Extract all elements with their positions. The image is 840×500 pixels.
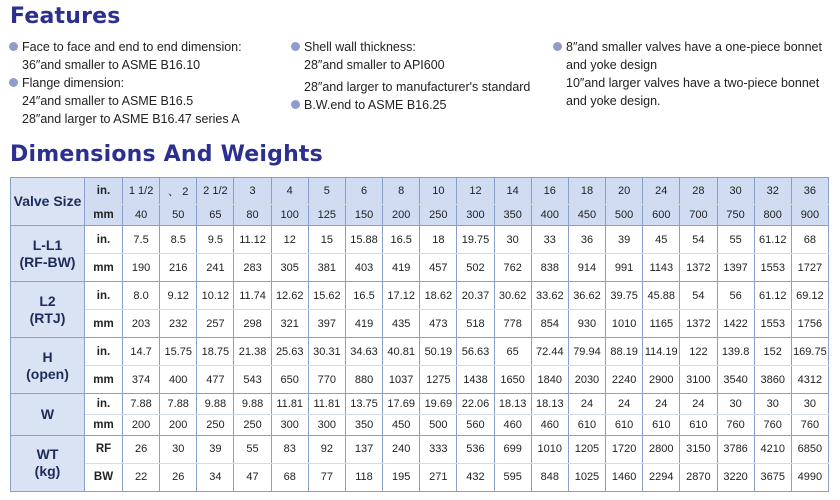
value-cell: 200 [123,415,160,436]
value-cell: 19.69 [420,394,457,415]
value-cell: 610 [643,415,680,436]
value-cell: 36 [568,226,605,254]
value-cell: 24 [643,394,680,415]
size-in-cell: 28 [680,178,717,205]
feature-item [8,74,278,128]
value-cell: 137 [345,435,382,463]
row-label-line: H [42,348,53,365]
value-cell: 1720 [606,435,643,463]
value-cell: 6850 [791,435,828,463]
value-cell: 1165 [643,310,680,338]
value-cell: 19.75 [457,226,494,254]
features-column-3 [552,38,840,110]
value-cell: 240 [383,435,420,463]
value-cell: 1727 [791,254,828,282]
size-mm-cell: 125 [308,205,345,226]
value-cell: 4210 [754,435,791,463]
value-cell: 33.62 [531,282,568,310]
size-mm-cell: 80 [234,205,271,226]
value-cell: 45.88 [643,282,680,310]
value-cell: 838 [531,254,568,282]
features-column-2 [290,38,548,114]
value-cell: 56.63 [457,338,494,366]
bullet-icon [553,42,562,51]
unit-label: in. [85,226,123,254]
row-label [11,338,85,394]
value-cell: 20.37 [457,282,494,310]
value-cell: 1025 [568,463,605,491]
value-cell: 17.12 [383,282,420,310]
value-cell: 1553 [754,254,791,282]
feature-item [8,38,278,74]
table-row [11,415,829,436]
value-cell: 450 [383,415,420,436]
value-cell: 460 [531,415,568,436]
row-label [11,226,85,282]
value-cell: 400 [160,366,197,394]
value-cell: 397 [308,310,345,338]
value-cell: 22 [123,463,160,491]
value-cell: 16.5 [345,282,382,310]
value-cell: 92 [308,435,345,463]
size-in-cell: 4 [271,178,308,205]
value-cell: 50.19 [420,338,457,366]
value-cell: 88.19 [606,338,643,366]
unit-label: mm [85,205,123,226]
value-cell: 321 [271,310,308,338]
value-cell: 15.75 [160,338,197,366]
value-cell: 1460 [606,463,643,491]
features-title: Features [10,4,121,29]
features-column-1 [8,38,278,128]
value-cell: 68 [271,463,308,491]
value-cell: 69.12 [791,282,828,310]
value-cell: 15 [308,226,345,254]
value-cell: 271 [420,463,457,491]
value-cell: 47 [234,463,271,491]
feature-item [290,38,548,96]
value-cell: 880 [345,366,382,394]
row-label-line: (kg) [34,463,61,480]
unit-label: in. [85,282,123,310]
value-cell: 432 [457,463,494,491]
value-cell: 699 [494,435,531,463]
feature-text: 24″and smaller to ASME B16.5 [22,94,194,108]
value-cell: 30 [717,394,754,415]
value-cell: 13.75 [345,394,382,415]
bullet-icon [291,100,300,109]
value-cell: 457 [420,254,457,282]
row-label-line: WT [36,446,59,463]
table-row [11,310,829,338]
unit-label: mm [85,415,123,436]
value-cell: 1010 [606,310,643,338]
value-cell: 30 [754,394,791,415]
feature-text: 8″and smaller valves have a one-piece bonnet [566,40,822,54]
value-cell: 3540 [717,366,754,394]
size-in-cell: 18 [568,178,605,205]
size-mm-cell: 50 [160,205,197,226]
size-mm-cell: 65 [197,205,234,226]
value-cell: 200 [160,415,197,436]
unit-label: in. [85,178,123,205]
size-in-cell: 36 [791,178,828,205]
value-cell: 1010 [531,435,568,463]
size-mm-cell: 750 [717,205,754,226]
table-row [11,282,829,310]
size-in-cell: 10 [420,178,457,205]
value-cell: 350 [345,415,382,436]
feature-text: 28″and smaller to API600 [304,58,445,72]
value-cell: 16.5 [383,226,420,254]
value-cell: 610 [568,415,605,436]
value-cell: 1397 [717,254,754,282]
row-label [11,282,85,338]
value-cell: 34.63 [345,338,382,366]
value-cell: 2240 [606,366,643,394]
value-cell: 15.62 [308,282,345,310]
value-cell: 4312 [791,366,828,394]
size-in-cell: 30 [717,178,754,205]
value-cell: 54 [680,226,717,254]
value-cell: 22.06 [457,394,494,415]
value-cell: 1650 [494,366,531,394]
value-cell: 61.12 [754,226,791,254]
size-in-cell: 2 1/2 [197,178,234,205]
value-cell: 473 [420,310,457,338]
value-cell: 8.0 [123,282,160,310]
value-cell: 1438 [457,366,494,394]
row-label [11,394,85,436]
value-cell: 477 [197,366,234,394]
value-cell: 560 [457,415,494,436]
bullet-icon [9,78,18,87]
size-in-cell: 16 [531,178,568,205]
table-row [11,226,829,254]
value-cell: 1372 [680,254,717,282]
value-cell: 3220 [717,463,754,491]
value-cell: 419 [345,310,382,338]
row-label [11,435,85,491]
feature-item [290,96,548,114]
value-cell: 30 [494,226,531,254]
value-cell: 77 [308,463,345,491]
value-cell: 241 [197,254,234,282]
value-cell: 3860 [754,366,791,394]
row-label-line: (RF-BW) [19,253,76,270]
value-cell: 991 [606,254,643,282]
value-cell: 11.81 [271,394,308,415]
feature-text: and yoke design [566,58,658,72]
size-mm-cell: 800 [754,205,791,226]
row-label-line: (RTJ) [29,309,66,326]
value-cell: 26 [160,463,197,491]
bullet-icon [291,42,300,51]
value-cell: 34 [197,463,234,491]
value-cell: 55 [234,435,271,463]
row-label-line: L-L1 [32,236,63,253]
value-cell: 118 [345,463,382,491]
feature-item [552,38,840,110]
row-label-line: W [40,406,55,423]
size-mm-cell: 350 [494,205,531,226]
feature-text: and yoke design. [566,94,661,108]
value-cell: 139.8 [717,338,754,366]
value-cell: 30.62 [494,282,531,310]
feature-text: Shell wall thickness: [304,40,416,54]
feature-text: 36″and smaller to ASME B16.10 [22,58,201,72]
value-cell: 298 [234,310,271,338]
value-cell: 502 [457,254,494,282]
value-cell: 40.81 [383,338,420,366]
value-cell: 2030 [568,366,605,394]
size-in-cell: 12 [457,178,494,205]
value-cell: 7.5 [123,226,160,254]
value-cell: 11.74 [234,282,271,310]
value-cell: 381 [308,254,345,282]
value-cell: 3786 [717,435,754,463]
header-row-in [11,178,829,205]
value-cell: 333 [420,435,457,463]
size-in-cell: 8 [383,178,420,205]
dimensions-title: Dimensions And Weights [10,142,323,167]
size-mm-cell: 700 [680,205,717,226]
value-cell: 1372 [680,310,717,338]
size-in-cell: 6 [345,178,382,205]
size-in-cell: 5 [308,178,345,205]
value-cell: 250 [197,415,234,436]
table-row [11,394,829,415]
size-mm-cell: 450 [568,205,605,226]
value-cell: 770 [308,366,345,394]
value-cell: 1756 [791,310,828,338]
table-row [11,463,829,491]
value-cell: 39 [197,435,234,463]
unit-label: mm [85,310,123,338]
value-cell: 12.62 [271,282,308,310]
value-cell: 122 [680,338,717,366]
value-cell: 3150 [680,435,717,463]
value-cell: 257 [197,310,234,338]
value-cell: 18.13 [531,394,568,415]
value-cell: 11.81 [308,394,345,415]
value-cell: 3675 [754,463,791,491]
value-cell: 1037 [383,366,420,394]
unit-label: in. [85,394,123,415]
table-row [11,338,829,366]
size-mm-cell: 400 [531,205,568,226]
value-cell: 610 [606,415,643,436]
unit-label: BW [85,463,123,491]
value-cell: 7.88 [160,394,197,415]
value-cell: 536 [457,435,494,463]
value-cell: 72.44 [531,338,568,366]
value-cell: 4990 [791,463,828,491]
value-cell: 3100 [680,366,717,394]
value-cell: 24 [680,394,717,415]
size-in-cell: 20 [606,178,643,205]
size-mm-cell: 500 [606,205,643,226]
value-cell: 1422 [717,310,754,338]
value-cell: 169.75 [791,338,828,366]
value-cell: 18 [420,226,457,254]
value-cell: 9.88 [197,394,234,415]
size-in-cell: 14 [494,178,531,205]
size-mm-cell: 250 [420,205,457,226]
value-cell: 17.69 [383,394,420,415]
value-cell: 203 [123,310,160,338]
value-cell: 45 [643,226,680,254]
value-cell: 760 [717,415,754,436]
value-cell: 778 [494,310,531,338]
size-mm-cell: 300 [457,205,494,226]
header-row-mm [11,205,829,226]
value-cell: 300 [308,415,345,436]
size-in-cell: 24 [643,178,680,205]
valve-size-label: Valve Size [11,178,85,226]
value-cell: 30 [160,435,197,463]
value-cell: 11.12 [234,226,271,254]
value-cell: 55 [717,226,754,254]
value-cell: 403 [345,254,382,282]
value-cell: 283 [234,254,271,282]
value-cell: 26 [123,435,160,463]
size-in-cell: 1 1/2 [123,178,160,205]
table-row [11,254,829,282]
value-cell: 39.75 [606,282,643,310]
value-cell: 1143 [643,254,680,282]
value-cell: 760 [791,415,828,436]
value-cell: 762 [494,254,531,282]
value-cell: 21.38 [234,338,271,366]
value-cell: 195 [383,463,420,491]
value-cell: 9.5 [197,226,234,254]
value-cell: 930 [568,310,605,338]
dimensions-weights-table [10,177,829,492]
value-cell: 1553 [754,310,791,338]
value-cell: 18.62 [420,282,457,310]
value-cell: 30.31 [308,338,345,366]
table-row [11,366,829,394]
value-cell: 1275 [420,366,457,394]
value-cell: 2870 [680,463,717,491]
value-cell: 854 [531,310,568,338]
value-cell: 15.88 [345,226,382,254]
value-cell: 848 [531,463,568,491]
value-cell: 83 [271,435,308,463]
size-mm-cell: 150 [345,205,382,226]
value-cell: 10.12 [197,282,234,310]
value-cell: 250 [234,415,271,436]
size-in-cell: 3 [234,178,271,205]
value-cell: 61.12 [754,282,791,310]
value-cell: 14.7 [123,338,160,366]
size-mm-cell: 40 [123,205,160,226]
value-cell: 2800 [643,435,680,463]
value-cell: 500 [420,415,457,436]
feature-text: Flange dimension: [22,76,125,90]
value-cell: 25.63 [271,338,308,366]
value-cell: 518 [457,310,494,338]
unit-label: in. [85,338,123,366]
value-cell: 595 [494,463,531,491]
unit-label: RF [85,435,123,463]
value-cell: 36.62 [568,282,605,310]
value-cell: 114.19 [643,338,680,366]
value-cell: 7.88 [123,394,160,415]
value-cell: 56 [717,282,754,310]
bullet-icon [9,42,18,51]
value-cell: 435 [383,310,420,338]
value-cell: 1840 [531,366,568,394]
value-cell: 2900 [643,366,680,394]
size-mm-cell: 900 [791,205,828,226]
value-cell: 152 [754,338,791,366]
value-cell: 1205 [568,435,605,463]
table-row [11,435,829,463]
value-cell: 2294 [643,463,680,491]
size-mm-cell: 600 [643,205,680,226]
value-cell: 305 [271,254,308,282]
value-cell: 610 [680,415,717,436]
feature-text: B.W.end to ASME B16.25 [304,98,447,112]
size-mm-cell: 100 [271,205,308,226]
feature-text: 10″and larger valves have a two-piece bonnet [566,76,820,90]
value-cell: 24 [606,394,643,415]
size-mm-cell: 200 [383,205,420,226]
value-cell: 12 [271,226,308,254]
size-in-cell: 32 [754,178,791,205]
value-cell: 18.75 [197,338,234,366]
value-cell: 374 [123,366,160,394]
value-cell: 190 [123,254,160,282]
row-label-line: (open) [26,365,69,382]
feature-text: 28″and larger to ASME B16.47 series A [22,112,240,126]
value-cell: 460 [494,415,531,436]
value-cell: 216 [160,254,197,282]
value-cell: 9.12 [160,282,197,310]
value-cell: 419 [383,254,420,282]
value-cell: 914 [568,254,605,282]
value-cell: 232 [160,310,197,338]
value-cell: 65 [494,338,531,366]
row-label-line: L2 [39,292,56,309]
value-cell: 760 [754,415,791,436]
value-cell: 79.94 [568,338,605,366]
value-cell: 300 [271,415,308,436]
value-cell: 39 [606,226,643,254]
value-cell: 68 [791,226,828,254]
unit-label: mm [85,254,123,282]
unit-label: mm [85,366,123,394]
value-cell: 18.13 [494,394,531,415]
size-in-cell: 、 2 [160,178,197,205]
feature-text: 28″and larger to manufacturer's standard [304,80,531,94]
value-cell: 30 [791,394,828,415]
value-cell: 8.5 [160,226,197,254]
value-cell: 54 [680,282,717,310]
value-cell: 9.88 [234,394,271,415]
feature-text: Face to face and end to end dimension: [22,40,242,54]
value-cell: 543 [234,366,271,394]
value-cell: 650 [271,366,308,394]
value-cell: 24 [568,394,605,415]
value-cell: 33 [531,226,568,254]
